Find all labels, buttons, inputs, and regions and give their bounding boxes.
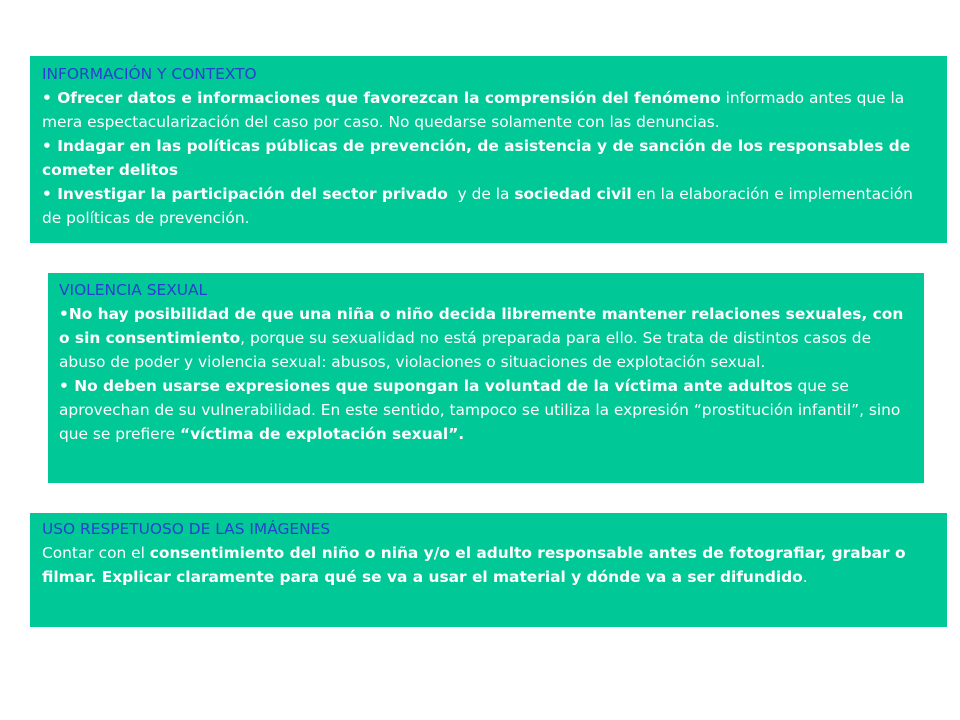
info-context-title: INFORMACIÓN Y CONTEXTO xyxy=(42,65,257,83)
image-use-box xyxy=(30,513,947,627)
image-use-paragraph xyxy=(42,541,937,589)
bullet-3-mid: y de la xyxy=(447,185,515,203)
bullet-1-text: , porque su sexualidad no está preparada para ello. Se trata de distintos casos de abuso de poder y violencia sexual: abusos, violaciones o situaciones de explotación sexual. xyxy=(59,329,872,371)
bullet-1-text: informado antes que la mera espectacularización del caso por caso. No quedarse solamente con las denuncias. xyxy=(42,89,905,131)
paragraph-start: Contar con el xyxy=(42,544,150,562)
bullet-2-text: que se aprovechan de su vulnerabilidad. En este sentido, tampoco se utiliza la expresión “prostitución infantil”, sino que se prefiere xyxy=(59,377,901,443)
bullet-2-bold-2: “víctima de explotación sexual”. xyxy=(180,425,465,443)
sexual-violence-box xyxy=(48,273,924,483)
image-use-title: USO RESPETUOSO DE LAS IMÁGENES xyxy=(42,520,331,538)
bullet-3-bold-2: sociedad civil xyxy=(514,185,632,203)
bullet-2-bold: • Indagar en las políticas públicas de prevención, de asistencia y de sanción de los responsables de cometer delitos xyxy=(42,137,911,179)
paragraph-end: . xyxy=(802,568,808,586)
bullet-3-text: en la elaboración e implementación de políticas de prevención. xyxy=(42,185,913,227)
sexual-violence-bullet-2 xyxy=(59,374,914,446)
bullet-3-bold-1: • Investigar la participación del sector privado xyxy=(42,185,448,203)
paragraph-bold: consentimiento del niño o niña y/o el adulto responsable antes de fotografiar, grabar o filmar. Explicar claramente para qué se va a usar el material y dónde va a ser difundido xyxy=(42,544,906,586)
info-context-bullet-3 xyxy=(42,182,937,230)
bullet-1-bold: •No hay posibilidad de que una niña o niño decida libremente mantener relaciones sexuales, con o sin consentimiento xyxy=(59,305,904,347)
sexual-violence-bullet-1 xyxy=(59,302,914,374)
info-context-bullet-1 xyxy=(42,86,937,134)
info-context-bullet-2 xyxy=(42,134,937,182)
bullet-2-bold: • No deben usarse expresiones que supongan la voluntad de la víctima ante adultos xyxy=(59,377,793,395)
bullet-1-bold: • Ofrecer datos e informaciones que favorezcan la comprensión del fenómeno xyxy=(42,89,721,107)
sexual-violence-title: VIOLENCIA SEXUAL xyxy=(59,281,208,299)
info-context-box xyxy=(30,56,947,243)
